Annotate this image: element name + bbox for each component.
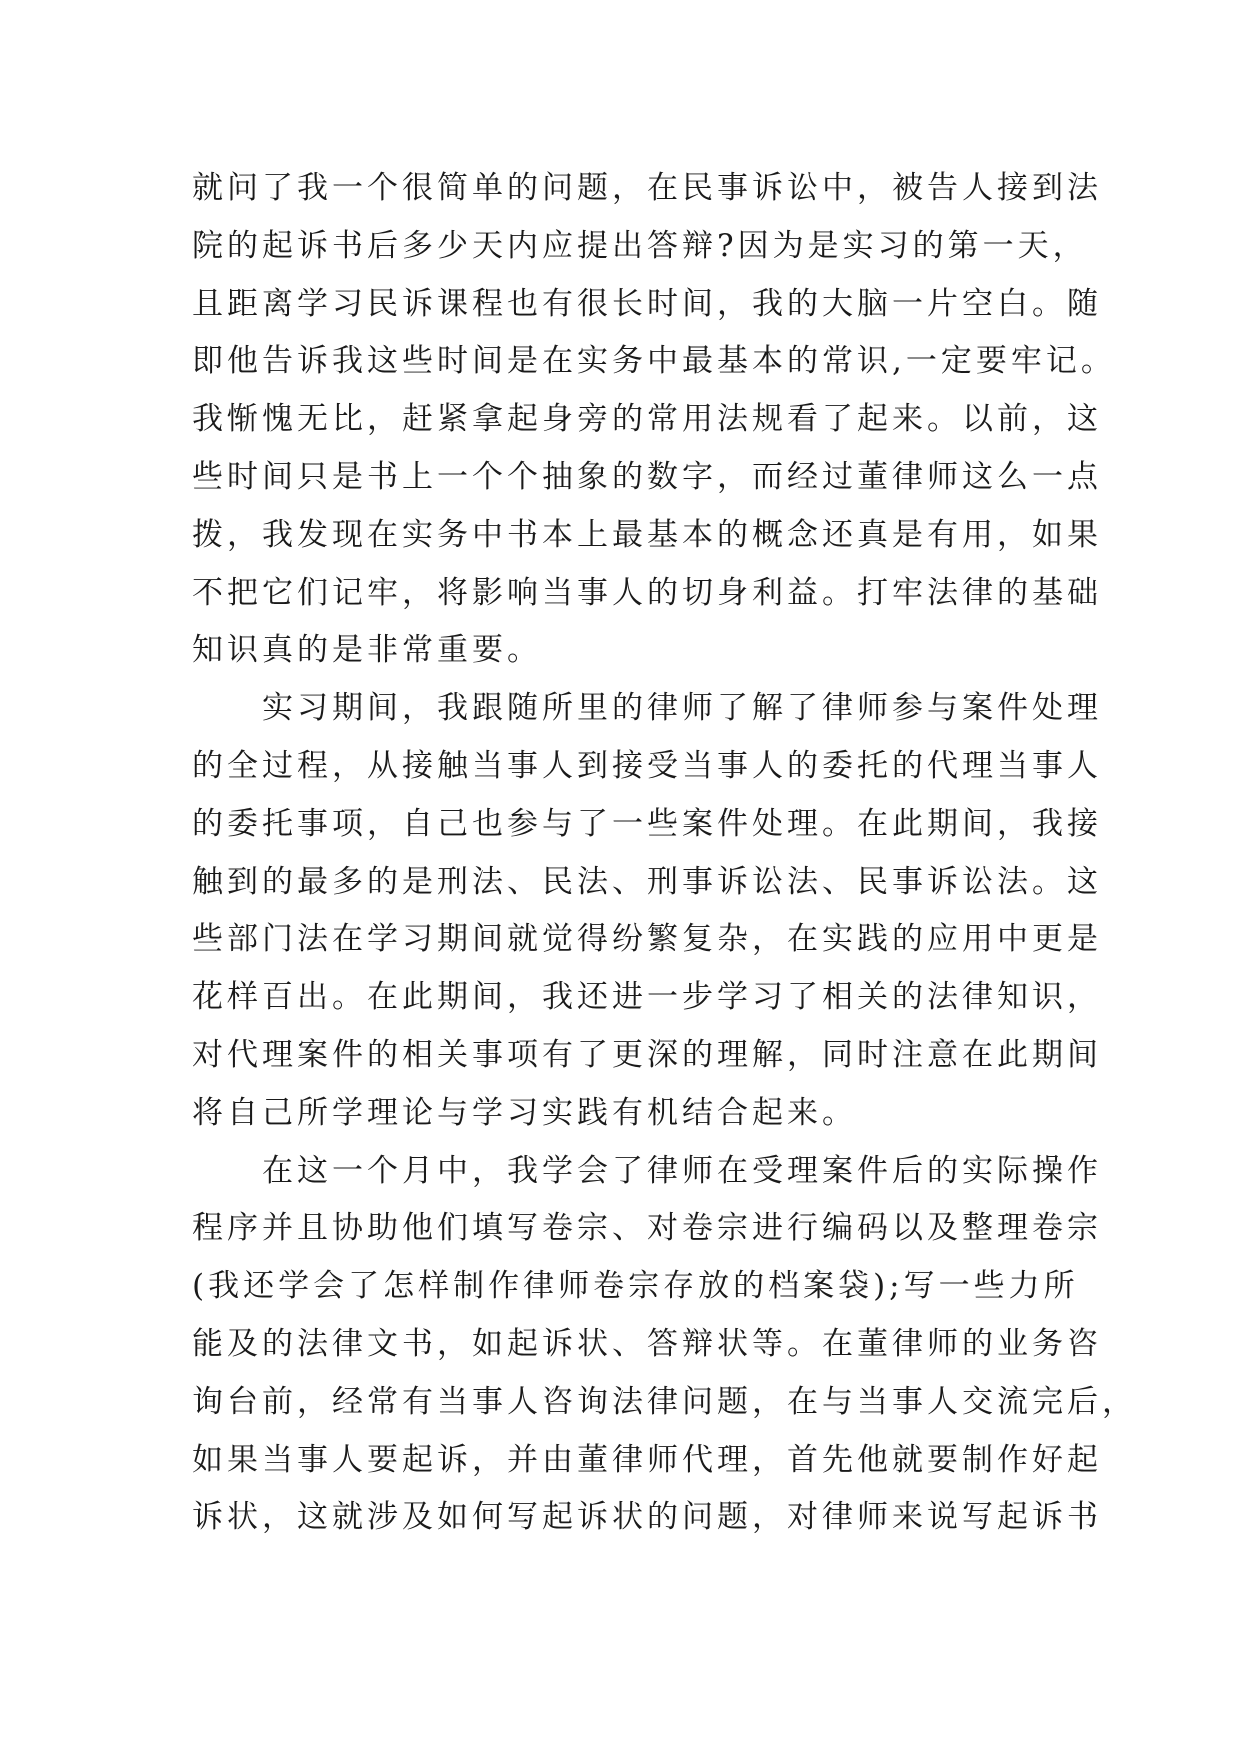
text-line: 就问了我一个很简单的问题，在民事诉讼中，被告人接到法 (192, 170, 1102, 206)
text-line: 拨，我发现在实务中书本上最基本的概念还真是有用，如果 (192, 516, 1102, 553)
paragraph-start-line: 实习期间，我跟随所里的律师了解了律师参与案件处理 (262, 690, 1102, 727)
text-line: 些部门法在学习期间就觉得纷繁复杂，在实践的应用中更是 (192, 921, 1102, 958)
text-line: 询台前，经常有当事人咨询法律问题，在与当事人交流完后， (192, 1383, 1137, 1420)
text-line: 不把它们记牢，将影响当事人的切身利益。打牢法律的基础 (192, 574, 1102, 611)
text-line: 院的起诉书后多少天内应提出答辩?因为是实习的第一天， (192, 227, 1088, 264)
text-line: 即他告诉我这些时间是在实务中最基本的常识,一定要牢记。 (192, 343, 1116, 380)
text-line: 的委托事项，自己也参与了一些案件处理。在此期间，我接 (192, 805, 1102, 842)
text-line: 程序并且协助他们填写卷宗、对卷宗进行编码以及整理卷宗 (192, 1210, 1102, 1247)
text-line: 诉状，这就涉及如何写起诉状的问题，对律师来说写起诉书 (192, 1499, 1102, 1536)
paragraph-start-line: 在这一个月中，我学会了律师在受理案件后的实际操作 (262, 1152, 1102, 1189)
text-line: 对代理案件的相关事项有了更深的理解，同时注意在此期间 (192, 1036, 1102, 1073)
text-line: 的全过程，从接触当事人到接受当事人的委托的代理当事人 (192, 747, 1102, 784)
text-line: 些时间只是书上一个个抽象的数字，而经过董律师这么一点 (192, 458, 1102, 495)
text-line: 能及的法律文书，如起诉状、答辩状等。在董律师的业务咨 (192, 1325, 1102, 1362)
text-line: (我还学会了怎样制作律师卷宗存放的档案袋);写一些力所 (192, 1268, 1079, 1305)
text-line: 且距离学习民诉课程也有很长时间，我的大脑一片空白。随 (192, 285, 1102, 322)
text-line: 花样百出。在此期间，我还进一步学习了相关的法律知识， (192, 979, 1102, 1016)
text-line: 将自己所学理论与学习实践有机结合起来。 (192, 1094, 857, 1131)
text-line: 如果当事人要起诉，并由董律师代理，首先他就要制作好起 (192, 1441, 1102, 1478)
text-line: 我惭愧无比，赶紧拿起身旁的常用法规看了起来。以前，这 (192, 401, 1102, 438)
body-text (192, 160, 1137, 1547)
text-line: 知识真的是非常重要。 (192, 632, 542, 669)
text-line: 触到的最多的是刑法、民法、刑事诉讼法、民事诉讼法。这 (192, 863, 1102, 900)
